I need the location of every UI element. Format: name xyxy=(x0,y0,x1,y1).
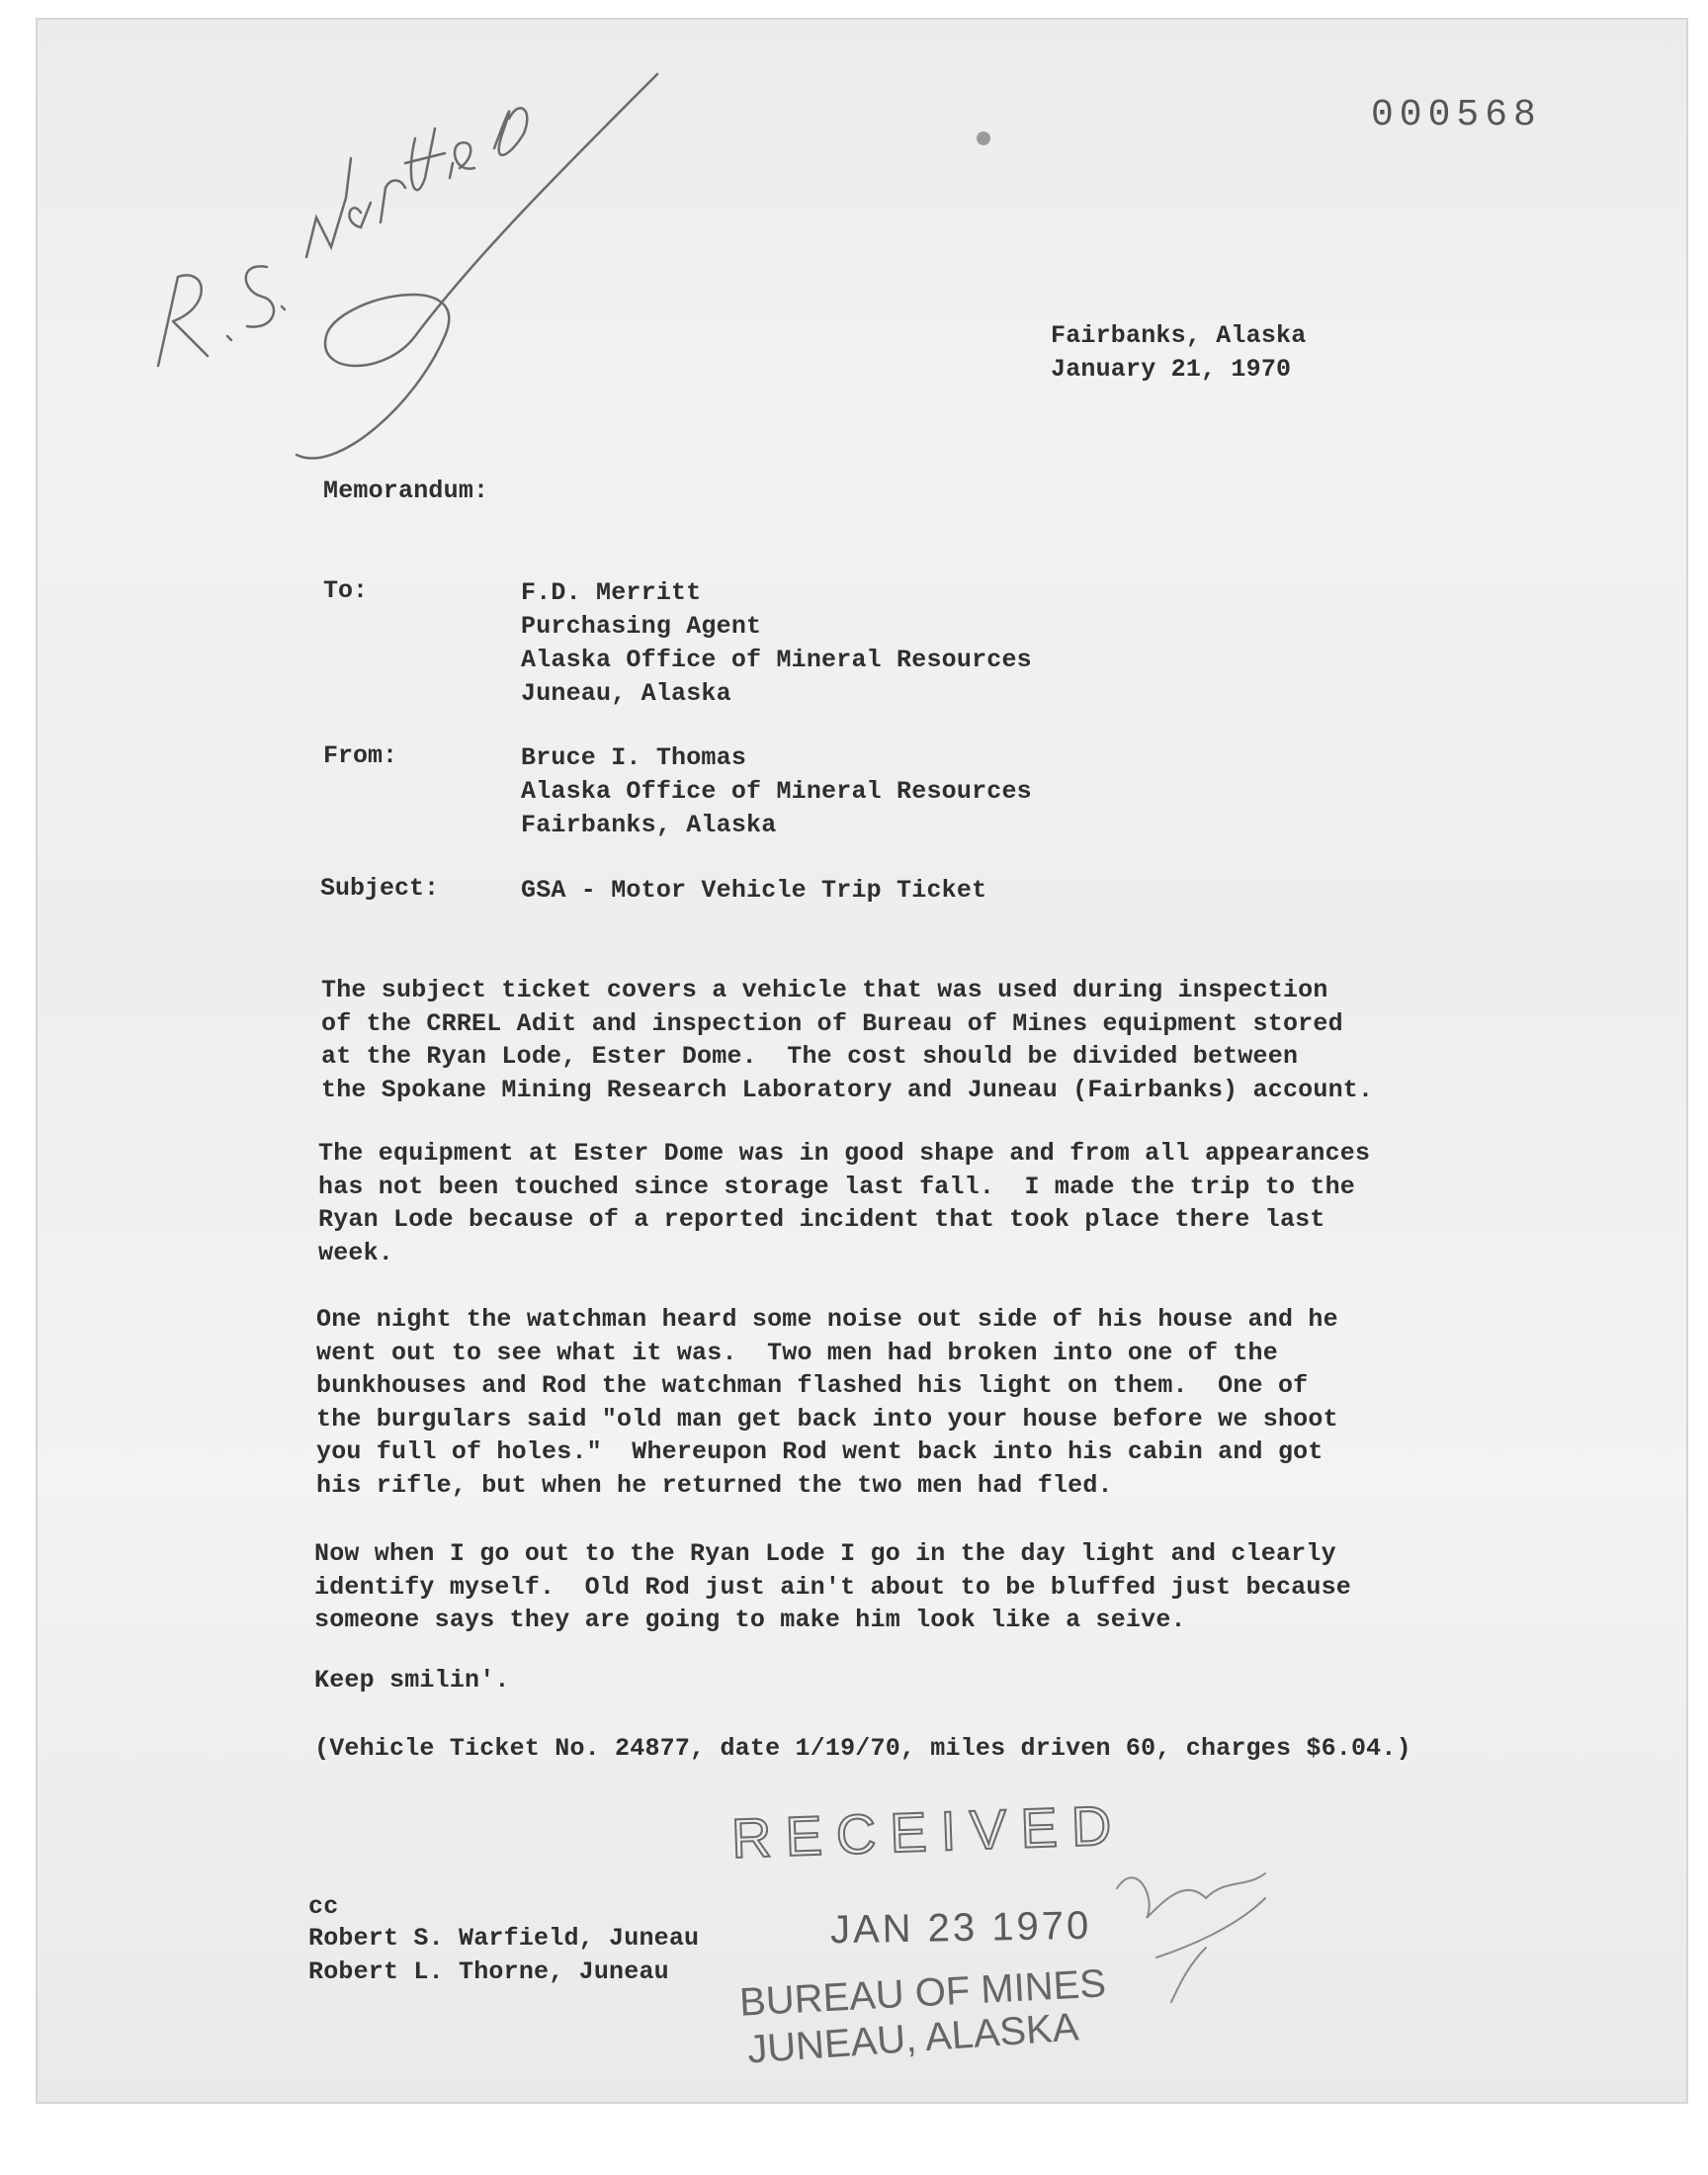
punch-mark xyxy=(977,131,990,145)
document-number: 000568 xyxy=(1371,94,1542,136)
stamp-initials xyxy=(1097,1819,1334,2017)
memo-heading: Memorandum: xyxy=(323,477,489,505)
from-name: Bruce I. Thomas xyxy=(521,743,747,772)
stamp-city: JUNEAU, ALASKA xyxy=(745,2005,1080,2072)
from-city: Fairbanks, Alaska xyxy=(521,811,777,839)
to-office: Alaska Office of Mineral Resources xyxy=(521,646,1032,674)
stamp-date: JAN 23 1970 xyxy=(829,1903,1092,1953)
handwritten-signature xyxy=(119,40,712,475)
to-label: To: xyxy=(323,576,369,605)
letter-location: Fairbanks, Alaska xyxy=(1051,321,1307,350)
from-office: Alaska Office of Mineral Resources xyxy=(521,777,1032,806)
to-title: Purchasing Agent xyxy=(521,612,762,641)
body-paragraph-1: The subject ticket covers a vehicle that was used during inspection of the CRREL Adit and inspection of Bureau of Mines equipment stored at the Ryan Lode, Ester Dome. The cost should be divided between the Spokane Mining Research Laboratory and Juneau (Fairbanks) account. xyxy=(321,976,1374,1104)
to-city: Juneau, Alaska xyxy=(521,679,731,708)
cc-label: cc xyxy=(308,1892,339,1921)
from-label: From: xyxy=(323,741,398,770)
to-name: F.D. Merritt xyxy=(521,578,702,607)
closing-line: Keep smilin'. xyxy=(314,1666,510,1695)
letter-date: January 21, 1970 xyxy=(1051,355,1292,384)
body-paragraph-3: One night the watchman heard some noise out side of his house and he went out to see what it was. Two men had broken into one of the bunkhouses and Rod the watchman flashed his light on them. One of the burgulars said "old man get back into your house before we shoot you full of holes." Whereupon Rod went back into his cabin and got his rifle, but when he returned the two men had fled. xyxy=(316,1305,1338,1500)
vehicle-ticket-line: (Vehicle Ticket No. 24877, date 1/19/70, miles driven 60, charges $6.04.) xyxy=(314,1734,1411,1763)
cc-recipient-2: Robert L. Thorne, Juneau xyxy=(308,1958,669,1986)
stamp-office: BUREAU OF MINES xyxy=(738,1961,1108,2025)
body-paragraph-4: Now when I go out to the Ryan Lode I go in the day light and clearly identify myself. Old Rod just ain't about to be bluffed just because someone says they are going to make him look like a seive. xyxy=(314,1539,1351,1634)
stamp-received-text: RECEIVED xyxy=(730,1793,1127,1870)
body-paragraph-2: The equipment at Ester Dome was in good shape and from all appearances has not been touched since storage last fall. I made the trip to the Ryan Lode because of a reported incident that took place there last week. xyxy=(318,1139,1371,1267)
subject-text: GSA - Motor Vehicle Trip Ticket xyxy=(521,876,987,905)
subject-label: Subject: xyxy=(320,874,440,903)
cc-recipient-1: Robert S. Warfield, Juneau xyxy=(308,1924,700,1953)
